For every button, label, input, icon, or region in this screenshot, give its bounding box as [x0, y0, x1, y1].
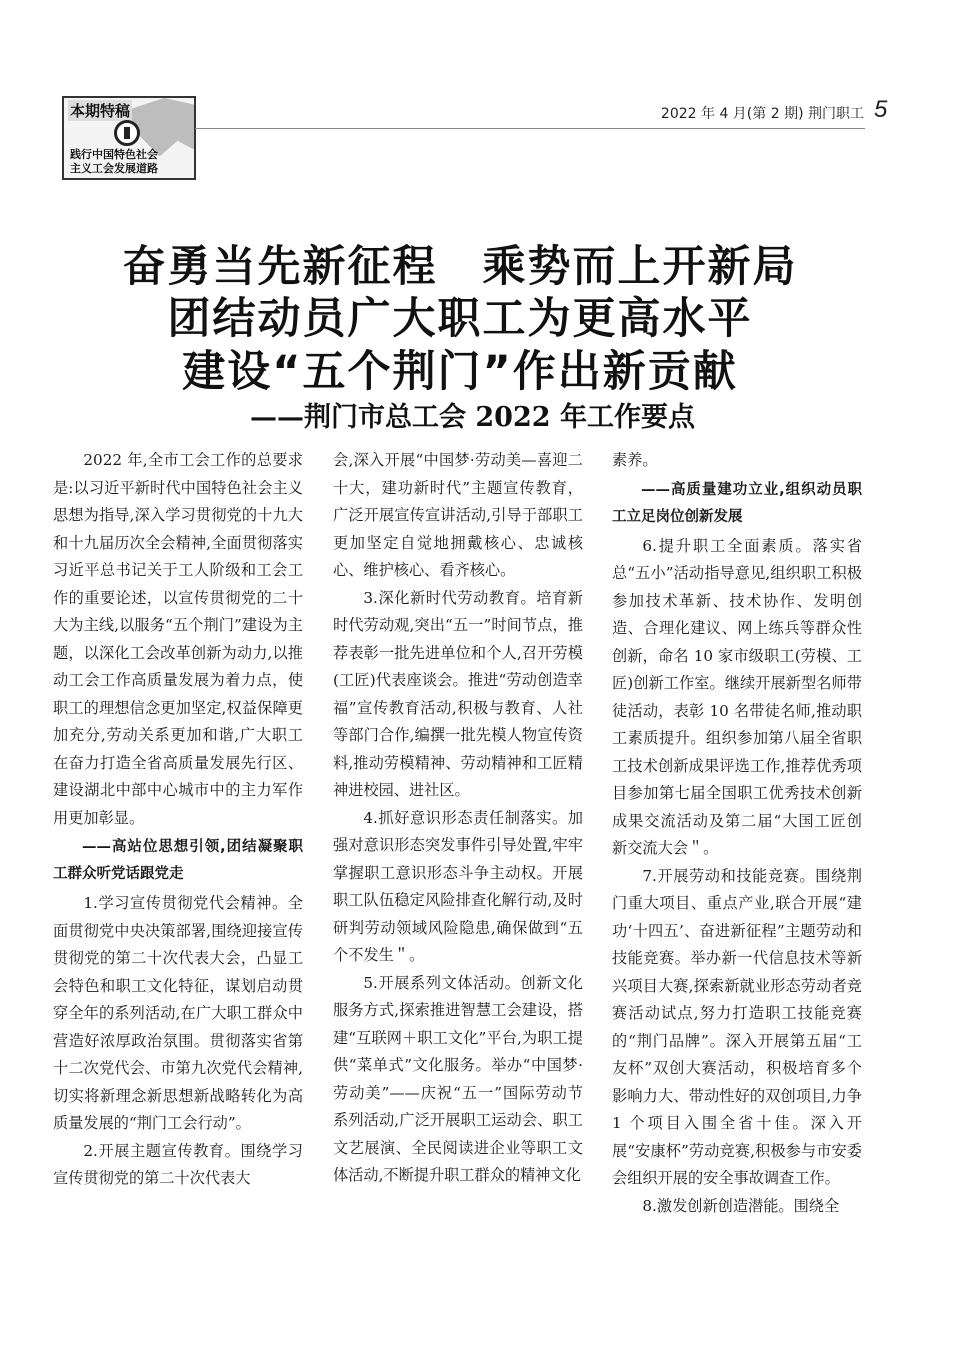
badge-subtitle: [70, 148, 158, 176]
paragraph: 5.开展系列文体活动。创新文化服务方式,探索推进智慧工会建设，搭建“互联网＋职工文化”平台,为职工提供“菜单式”文化服务。举办“中国梦·劳动美”——庆祝“五一”国际劳动节系列活动,广泛开展职工运动会、职工文艺展演、全民阅读进企业等职工文体活动,不断提升职工群众的精神文化: [333, 973, 583, 1184]
section-heading: ——高质量建功立业,组织动员职工立足岗位创新发展: [612, 481, 862, 525]
paragraph: 2.开展主题宣传教育。围绕学习宣传贯彻党的第二十次代表大: [53, 1141, 303, 1187]
paragraph: 4.抓好意识形态责任制落实。加强对意识形态突发事件引导处置,牢牢掌握职工意识形态斗争主动权。开展职工队伍稳定风险排查化解行动,及时研判劳动领域风险隐患,确保做到“五个不发生＂。: [333, 808, 583, 964]
union-logo-icon: [114, 120, 140, 146]
paragraph: 会,深入开展“中国梦·劳动美—喜迎二十大，建功新时代”主题宣传教育，广泛开展宣传宣讲活动,引导于部职工更加坚定自觉地拥戴核心、忠诚核心、维护核心、看齐核心。: [333, 451, 583, 579]
badge-title: 本期特稿: [70, 102, 131, 120]
title-line-3: 建设“五个荆门”作出新贡献: [182, 347, 738, 397]
title-line-1: 奋勇当先新征程 乘势而上开新局: [122, 242, 798, 292]
text-column-1: [53, 447, 303, 1193]
badge-line-1: 践行中国特色社会: [70, 148, 158, 161]
paragraph: 7.开展劳动和技能竞赛。围绕荆门重大项目、重点产业,联合开展“建功‘十四五’、奋进新征程”主题劳动和技能竞赛。举办新一代信息技术等新兴项目大赛,探索新就业形态劳动者竞赛活动试点,努力打造职工技能竞赛的“荆门品牌”。深入开展第五届“工友杯”双创大赛活动，积极培育多个影响力大、带动性好的双创项目,力争 1 个项目入围全省十佳。深入开展“安康杯”劳动竞赛,积极参与市安委会组织开展的安全事故调查工作。: [612, 866, 862, 1187]
article-subtitle: ——荆门市总工会 2022 年工作要点: [250, 402, 695, 433]
badge-line-2: 主义工会发展道路: [70, 162, 158, 175]
page-number: 5: [874, 96, 888, 123]
feature-badge: [62, 96, 196, 180]
text-column-3: [612, 447, 862, 1220]
paragraph: 8.激发创新创造潜能。围绕全: [642, 1196, 840, 1215]
header-divider: [195, 128, 865, 129]
paragraph: 2022 年,全市工会工作的总要求是:以习近平新时代中国特色社会主义思想为指导,深入学习贯彻党的十九大和十九届历次全会精神,全面贯彻落实习近平总书记关于工人阶级和工会工作的重要论述，以宣传贯彻党的二十大为主线,以服务“五个荆门”建设为主题，以深化工会改革创新为动力,以推动工会工作高质量发展为着力点，使职工的理想信念更加坚定,权益保障更加充分,劳动关系更加和谐,广大职工在奋力打造全省高质量发展先行区、建设湖北中部中心城市中的主力军作用更加彰显。: [53, 451, 303, 827]
title-line-2: 团结动员广大职工为更高水平: [167, 294, 753, 344]
issue-info: 2022 年 4 月(第 2 期) 荆门职工: [660, 106, 864, 122]
paragraph: 1.学习宣传贯彻党代会精神。全面贯彻党中央决策部署,围绕迎接宣传贯彻党的第二十次代表大会，凸显工会特色和职工文化特征，谋划启动贯穿全年的系列活动,在广大职工群众中营造好浓厚政治氛围。贯彻落实省第十二次党代会、市第九次党代会精神,切实将新理念新思想新战略转化为高质量发展的“荆门工会行动”。: [53, 894, 303, 1132]
section-heading: ——高站位思想引领,团结凝聚职工群众听党话跟党走: [53, 839, 303, 882]
paragraph: 素养。: [612, 451, 658, 469]
text-column-2: [333, 447, 583, 1190]
paragraph: 3.深化新时代劳动教育。培育新时代劳动观,突出“五一”时间节点，推荐表彰一批先进单位和个人,召开劳模(工匠)代表座谈会。推进“劳动创造幸福”宣传教育活动,积极与教育、人社等部门合作,编撰一批先模人物宣传资料,推动劳模精神、劳动精神和工匠精神进校园、进社区。: [333, 588, 583, 799]
paragraph: 6.提升职工全面素质。落实省总“五小”活动指导意见,组织职工积极参加技术革新、技术协作、发明创造、合理化建议、网上练兵等群众性创新，命名 10 家市级职工(劳模、工匠)创新工作室。继续开展新型名师带徒活动，表彰 10 名带徒名师,推动职工素质提升。组织参加第八届全省职工技术创新成果评选工作,推荐优秀项目参加第七届全国职工优秀技术创新成果交流活动及第二届“大国工匠创新交流大会＂。: [612, 536, 862, 857]
